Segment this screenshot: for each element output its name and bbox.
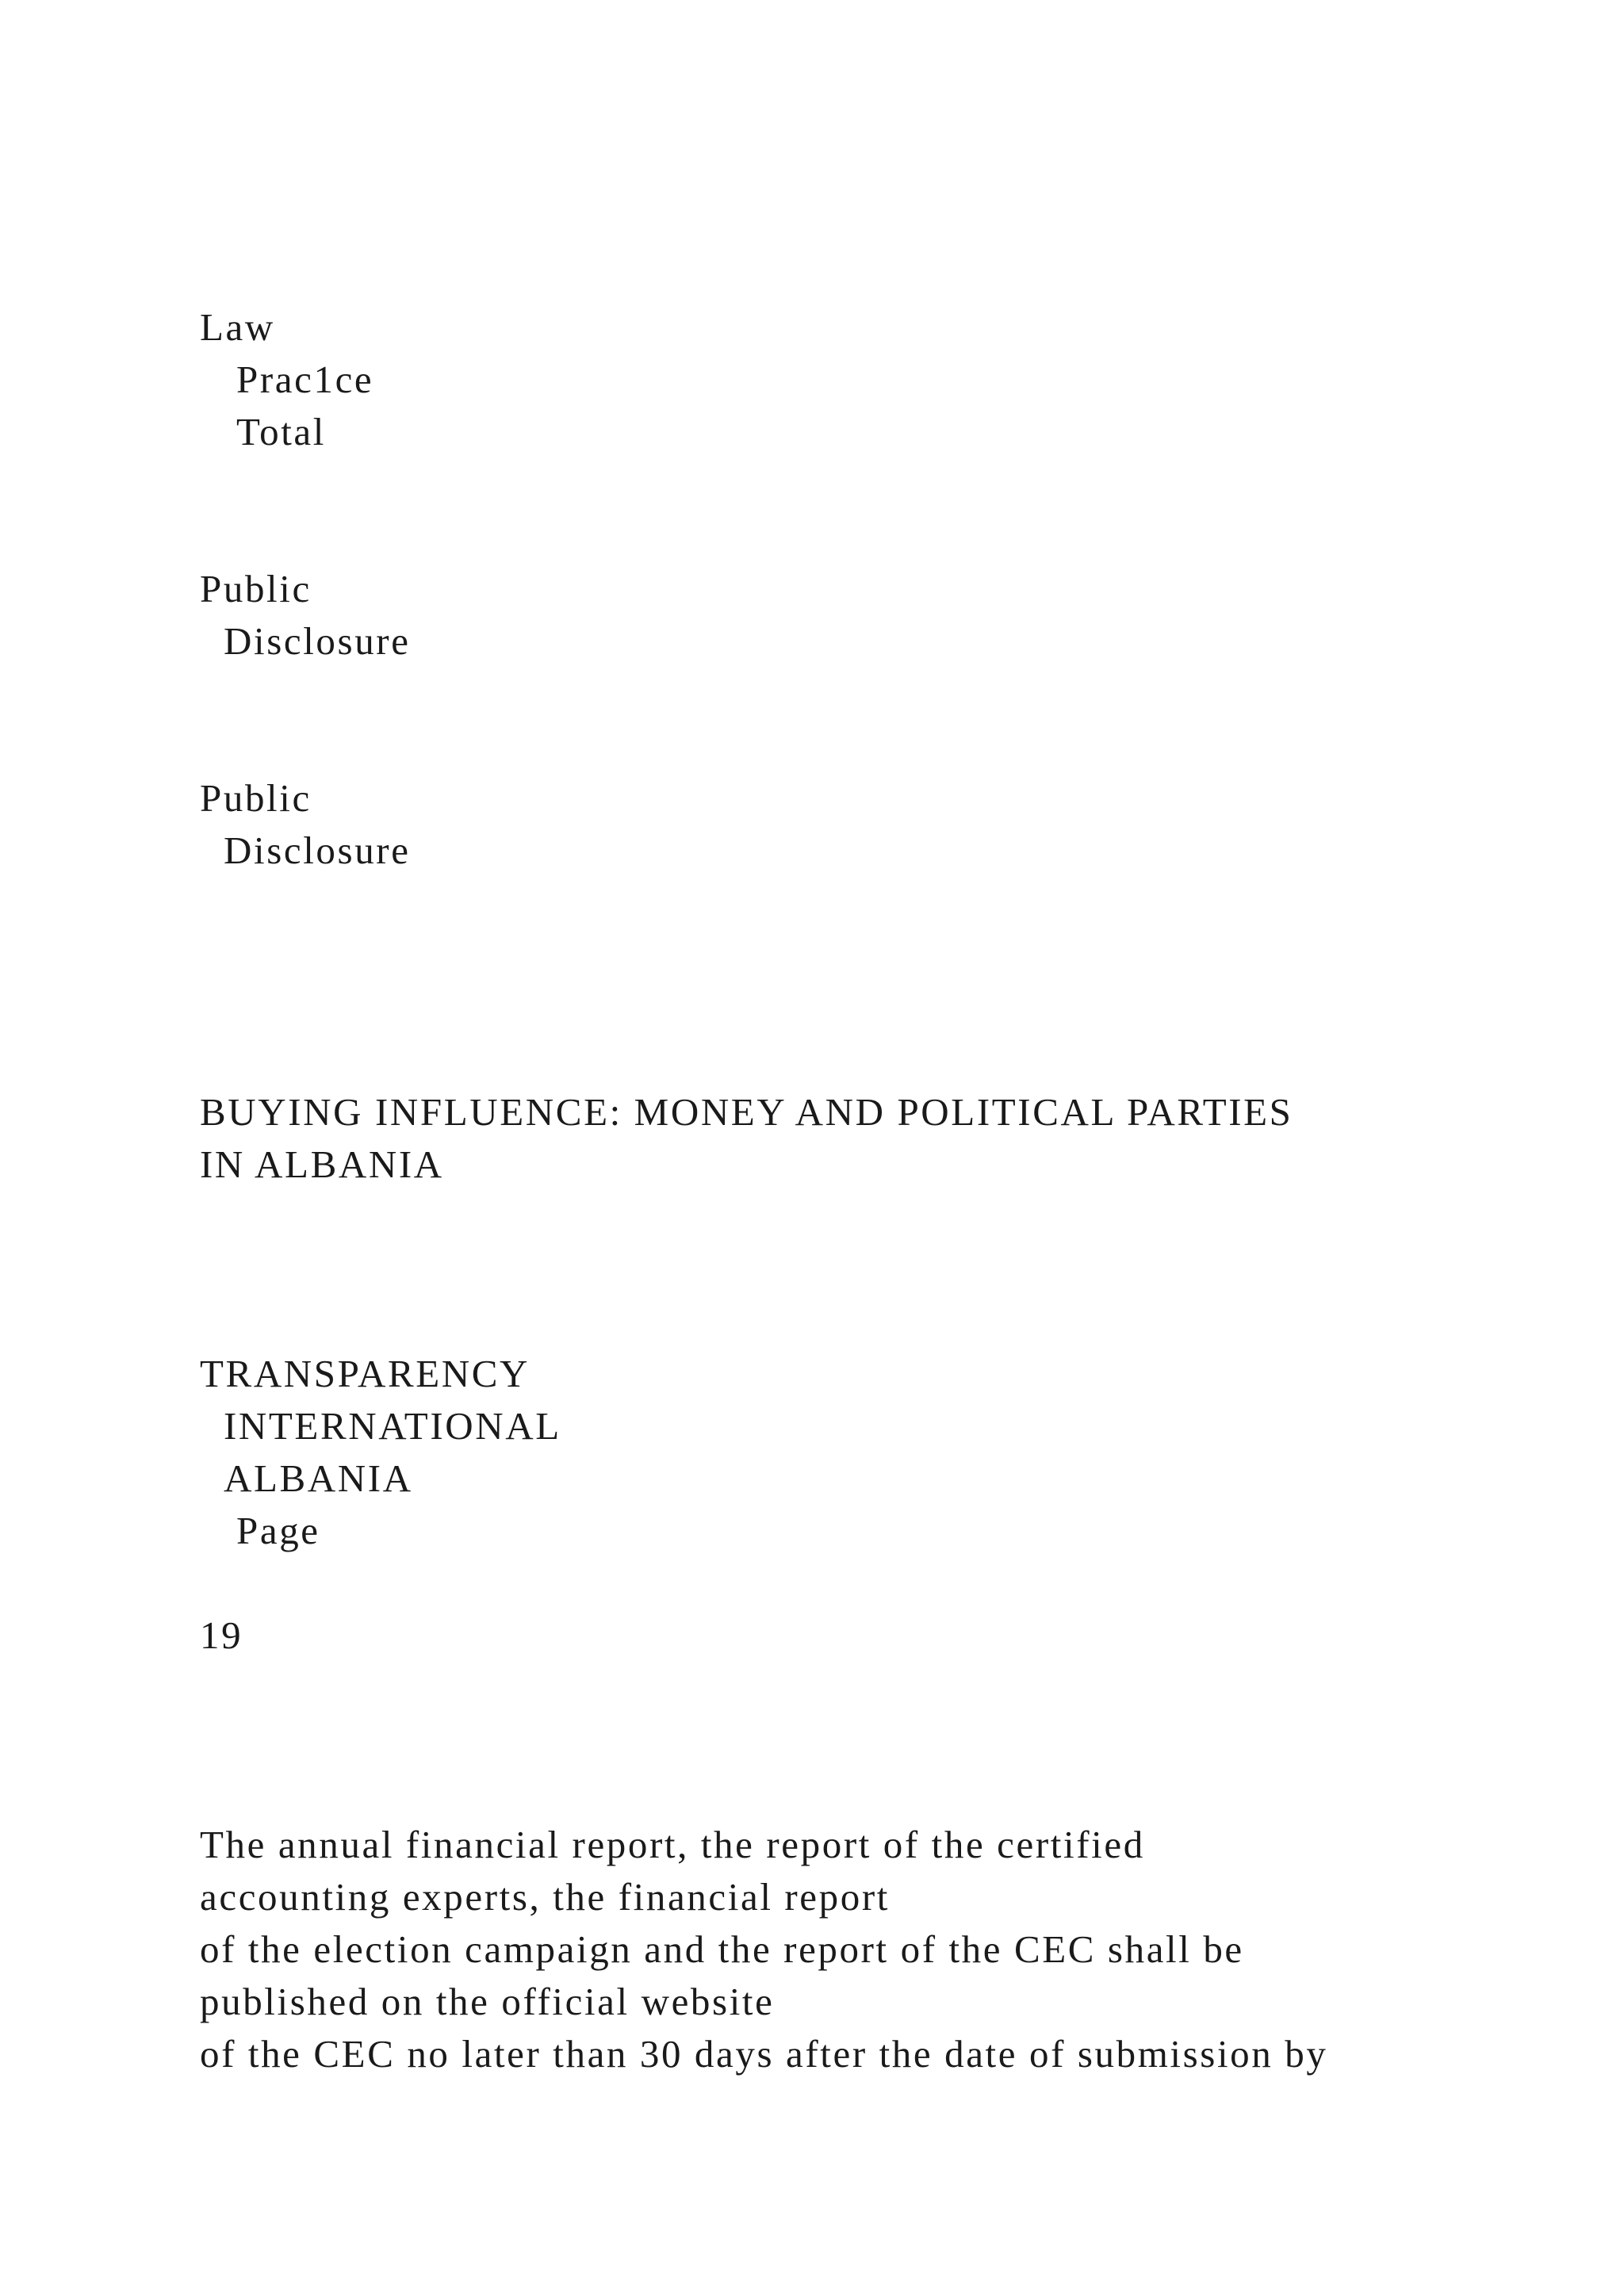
org-name-line-3: ALBANIA	[224, 1456, 413, 1500]
org-name-line-2: INTERNATIONAL	[224, 1404, 561, 1448]
org-name-line-1: TRANSPARENCY	[200, 1352, 530, 1395]
report-title-line-1: BUYING INFLUENCE: MONEY AND POLITICAL PARTIES	[200, 1090, 1293, 1134]
practice-column-label: Prac1ce	[236, 358, 374, 401]
report-title-line-2: IN ALBANIA	[200, 1142, 444, 1186]
total-column-label: Total	[236, 410, 326, 453]
public-disclosure-label-1-line1: Public	[200, 567, 312, 610]
body-paragraph-line-4: published on the official website	[200, 1980, 775, 2023]
public-disclosure-label-1-line2: Disclosure	[224, 619, 411, 663]
body-paragraph-line-5: of the CEC no later than 30 days after the date of submission by	[200, 2032, 1328, 2076]
body-paragraph-line-2: accounting experts, the financial report	[200, 1875, 890, 1919]
law-column-label: Law	[200, 305, 275, 349]
public-disclosure-label-2-line1: Public	[200, 776, 312, 820]
body-paragraph-line-3: of the election campaign and the report of the CEC shall be	[200, 1927, 1244, 1971]
body-paragraph-line-1: The annual financial report, the report of the certified	[200, 1823, 1145, 1866]
public-disclosure-label-2-line2: Disclosure	[224, 828, 411, 872]
page-label: Page	[236, 1509, 320, 1552]
page-number: 19	[200, 1613, 243, 1657]
